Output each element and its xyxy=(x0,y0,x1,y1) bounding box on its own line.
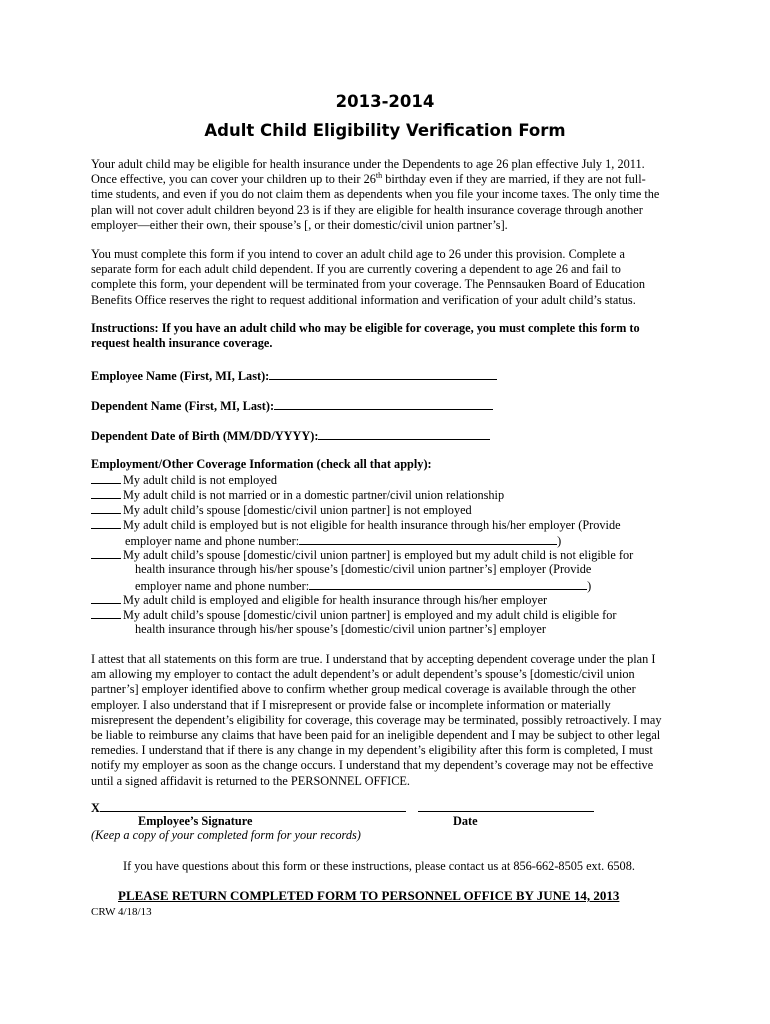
checkbox-blank[interactable] xyxy=(91,502,121,514)
employment-option-4: My adult child is employed but is not eligible for health insurance through his/her employer (Provide xyxy=(91,517,621,533)
intro-line: Once effective, you can cover your children up to their 26th birthday even if they are married, if they are not full- xyxy=(91,171,646,187)
contact-info: If you have questions about this form or these instructions, please contact us at 856-662-8505 ext. 6508. xyxy=(123,859,635,873)
date-input[interactable] xyxy=(418,799,594,812)
instructions-line: Instructions: If you have an adult child who may be eligible for coverage, you must complete this form to xyxy=(91,321,640,335)
form-code: CRW 4/18/13 xyxy=(91,906,152,918)
attest-line: be liable to reimburse any claims that have been paid for an ineligible dependent and I may be subject to other legal xyxy=(91,728,661,743)
form-year: 2013-2014 xyxy=(335,92,435,111)
return-notice: PLEASE RETURN COMPLETED FORM TO PERSONNEL OFFICE BY JUNE 14, 2013 xyxy=(118,888,620,903)
dependent-dob-label: Dependent Date of Birth (MM/DD/YYYY): xyxy=(91,429,319,443)
employer-info-input-2[interactable] xyxy=(309,577,587,590)
employment-option-2: My adult child is not married or in a domestic partner/civil union relationship xyxy=(91,487,504,503)
complete-line: Benefits Office reserves the right to request additional information and verification of your adult child’s status. xyxy=(91,292,636,307)
dependent-name-input[interactable] xyxy=(274,397,493,410)
employment-option-5: My adult child’s spouse [domestic/civil union partner] is employed but my adult child is not eligible for xyxy=(91,547,633,563)
checkbox-blank[interactable] xyxy=(91,607,121,619)
complete-paragraph xyxy=(91,247,691,308)
complete-line: separate form for each adult child dependent. If you are currently covering a dependent to age 26 and fail to xyxy=(91,262,621,277)
checkbox-blank[interactable] xyxy=(91,547,121,559)
employee-name-input[interactable] xyxy=(269,367,497,380)
intro-line: Your adult child may be eligible for health insurance under the Dependents to age 26 plan effective July 1, 2011. xyxy=(91,157,645,171)
intro-line: plan will not cover adult children beyond 23 is if they are eligible for health insurance coverage through another xyxy=(91,202,643,217)
date-label: Date xyxy=(453,814,478,828)
intro-line: time students, and even if you do not claim them as dependents when you file your income taxes. The only time the xyxy=(91,187,660,202)
employment-option-5-employer: employer name and phone number: ) xyxy=(135,579,592,593)
instructions-paragraph xyxy=(91,321,691,351)
intro-paragraph xyxy=(91,157,691,233)
checkbox-blank[interactable] xyxy=(91,487,121,499)
attest-line: notify my employer as soon as the change occurs. I understand that my dependent’s coverage may not be effective xyxy=(91,758,654,773)
employment-option-7-cont: health insurance through his/her spouse’s [domestic/civil union partner’s] employer xyxy=(135,622,546,636)
employment-option-4-employer: employer name and phone number: ) xyxy=(125,534,562,548)
checkbox-blank[interactable] xyxy=(91,472,121,484)
attestation-paragraph xyxy=(91,652,691,789)
signature-x-mark: X xyxy=(91,801,100,815)
dependent-name-field xyxy=(91,397,493,414)
employment-option-7: My adult child’s spouse [domestic/civil union partner] is employed and my adult child is eligible for xyxy=(91,607,617,623)
employment-option-3: My adult child’s spouse [domestic/civil union partner] is not employed xyxy=(91,502,472,518)
complete-line: You must complete this form if you intend to cover an adult child age to 26 under this provision. Complete a xyxy=(91,247,625,261)
complete-line: complete this form, your dependent will be terminated from your coverage. The Pennsauken Board of Education xyxy=(91,277,645,292)
intro-line: employer—either their own, their spouse’s [, or their domestic/civil union partner’s]. xyxy=(91,217,508,232)
attest-line: remedies. I understand that if there is any change in my dependent’s eligibility after this form is completed, I must xyxy=(91,743,653,758)
attest-line: am allowing my employer to contact the adult dependent’s or adult dependent’s spouse’s [domestic/civil union xyxy=(91,667,635,682)
instructions-line: request health insurance coverage. xyxy=(91,336,273,351)
attest-line: partner’s] employer identified above to confirm whether group medical coverage is available through the other xyxy=(91,682,636,697)
employment-option-1: My adult child is not employed xyxy=(91,472,277,488)
signature-label: Employee’s Signature xyxy=(138,814,253,828)
employee-name-label: Employee Name (First, MI, Last): xyxy=(91,369,270,383)
attest-line: I attest that all statements on this form are true. I understand that by accepting dependent coverage under the plan I xyxy=(91,652,656,666)
employee-name-field xyxy=(91,367,497,384)
dependent-dob-field xyxy=(91,427,490,444)
employer-info-input-1[interactable] xyxy=(299,532,557,545)
employment-option-5-cont: health insurance through his/her spouse’s [domestic/civil union partner’s] employer (Provide xyxy=(135,562,592,576)
attest-line: misrepresent the dependent’s eligibility for coverage, this coverage may be terminated, possibly retroactively. I may xyxy=(91,712,662,727)
attest-line: until a signed affidavit is returned to the PERSONNEL OFFICE. xyxy=(91,773,411,788)
attest-line: employer. I also understand that if I misrepresent or provide false or incomplete information or materially xyxy=(91,697,611,712)
form-title: Adult Child Eligibility Verification Form xyxy=(204,121,566,140)
employment-heading: Employment/Other Coverage Information (check all that apply): xyxy=(91,457,432,471)
employment-option-6: My adult child is employed and eligible for health insurance through his/her employer xyxy=(91,592,547,608)
dependent-dob-input[interactable] xyxy=(318,427,490,440)
checkbox-blank[interactable] xyxy=(91,592,121,604)
keep-copy-note: (Keep a copy of your completed form for your records) xyxy=(91,828,361,842)
signature-input[interactable] xyxy=(100,799,406,812)
checkbox-blank[interactable] xyxy=(91,517,121,529)
dependent-name-label: Dependent Name (First, MI, Last): xyxy=(91,399,275,413)
